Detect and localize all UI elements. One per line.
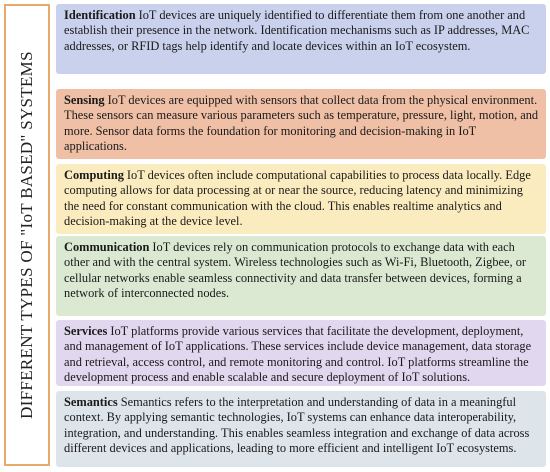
side-label-box [4,4,50,466]
band-computing [56,164,546,234]
description-communication: IoT devices rely on communication protocols to exchange data with each other and with the central system. Wireless technologies such as Wi-Fi, Bluetooth, Zigbee, or cellular networks enable seamless connectivity and data transfer between devices, forming a network of interconnected nodes. [64,240,527,301]
description-services: IoT platforms provide various services that facilitate the development, deployment, and management of IoT applications. These services include device management, data storage and retrieval, access control, and remote monitoring and control. IoT platforms streamline the development process and enable scalable and secure deployment of IoT solutions. [64,324,532,385]
description-semantics: Semantics refers to the interpretation and understanding of data in a meaningful context. By applying semantic technologies, IoT systems can enhance data interoperability, integration, and understanding. This enables seamless integration and exchange of data across different devices and applications, leading to more efficient and intelligent IoT ecosystems. [64,395,530,456]
band-sensing [56,89,546,159]
term-sensing: Sensing [64,93,105,107]
term-services: Services [64,324,108,338]
description-computing: IoT devices often include computational capabilities to process data locally. Edge computing allows for data processing at or near the source, reducing latency and minimizing the need for constant communication with the cloud. This enables realtime analytics and decision-making at the device level. [64,168,531,229]
term-communication: Communication [64,240,150,254]
term-semantics: Semantics [64,395,118,409]
term-identification: Identification [64,8,136,22]
description-sensing: IoT devices are equipped with sensors that collect data from the physical environment. These sensors can measure various parameters such as temperature, pressure, light, motion, and more. Sensor data forms the foundation for monitoring and decision-making in IoT applications. [64,93,539,154]
side-label: DIFFERENT TYPES OF "IoT BASED" SYSTEMS [17,51,36,419]
band-services [56,320,546,386]
band-identification [56,4,546,74]
band-communication [56,236,546,316]
term-computing: Computing [64,168,124,182]
band-semantics [56,391,546,467]
description-identification: IoT devices are uniquely identified to differentiate them from one another and establish their presence in the network. Identification mechanisms such as IP addresses, MAC addresses, or RFID tags help identify and locate devices within an IoT ecosystem. [64,8,530,53]
